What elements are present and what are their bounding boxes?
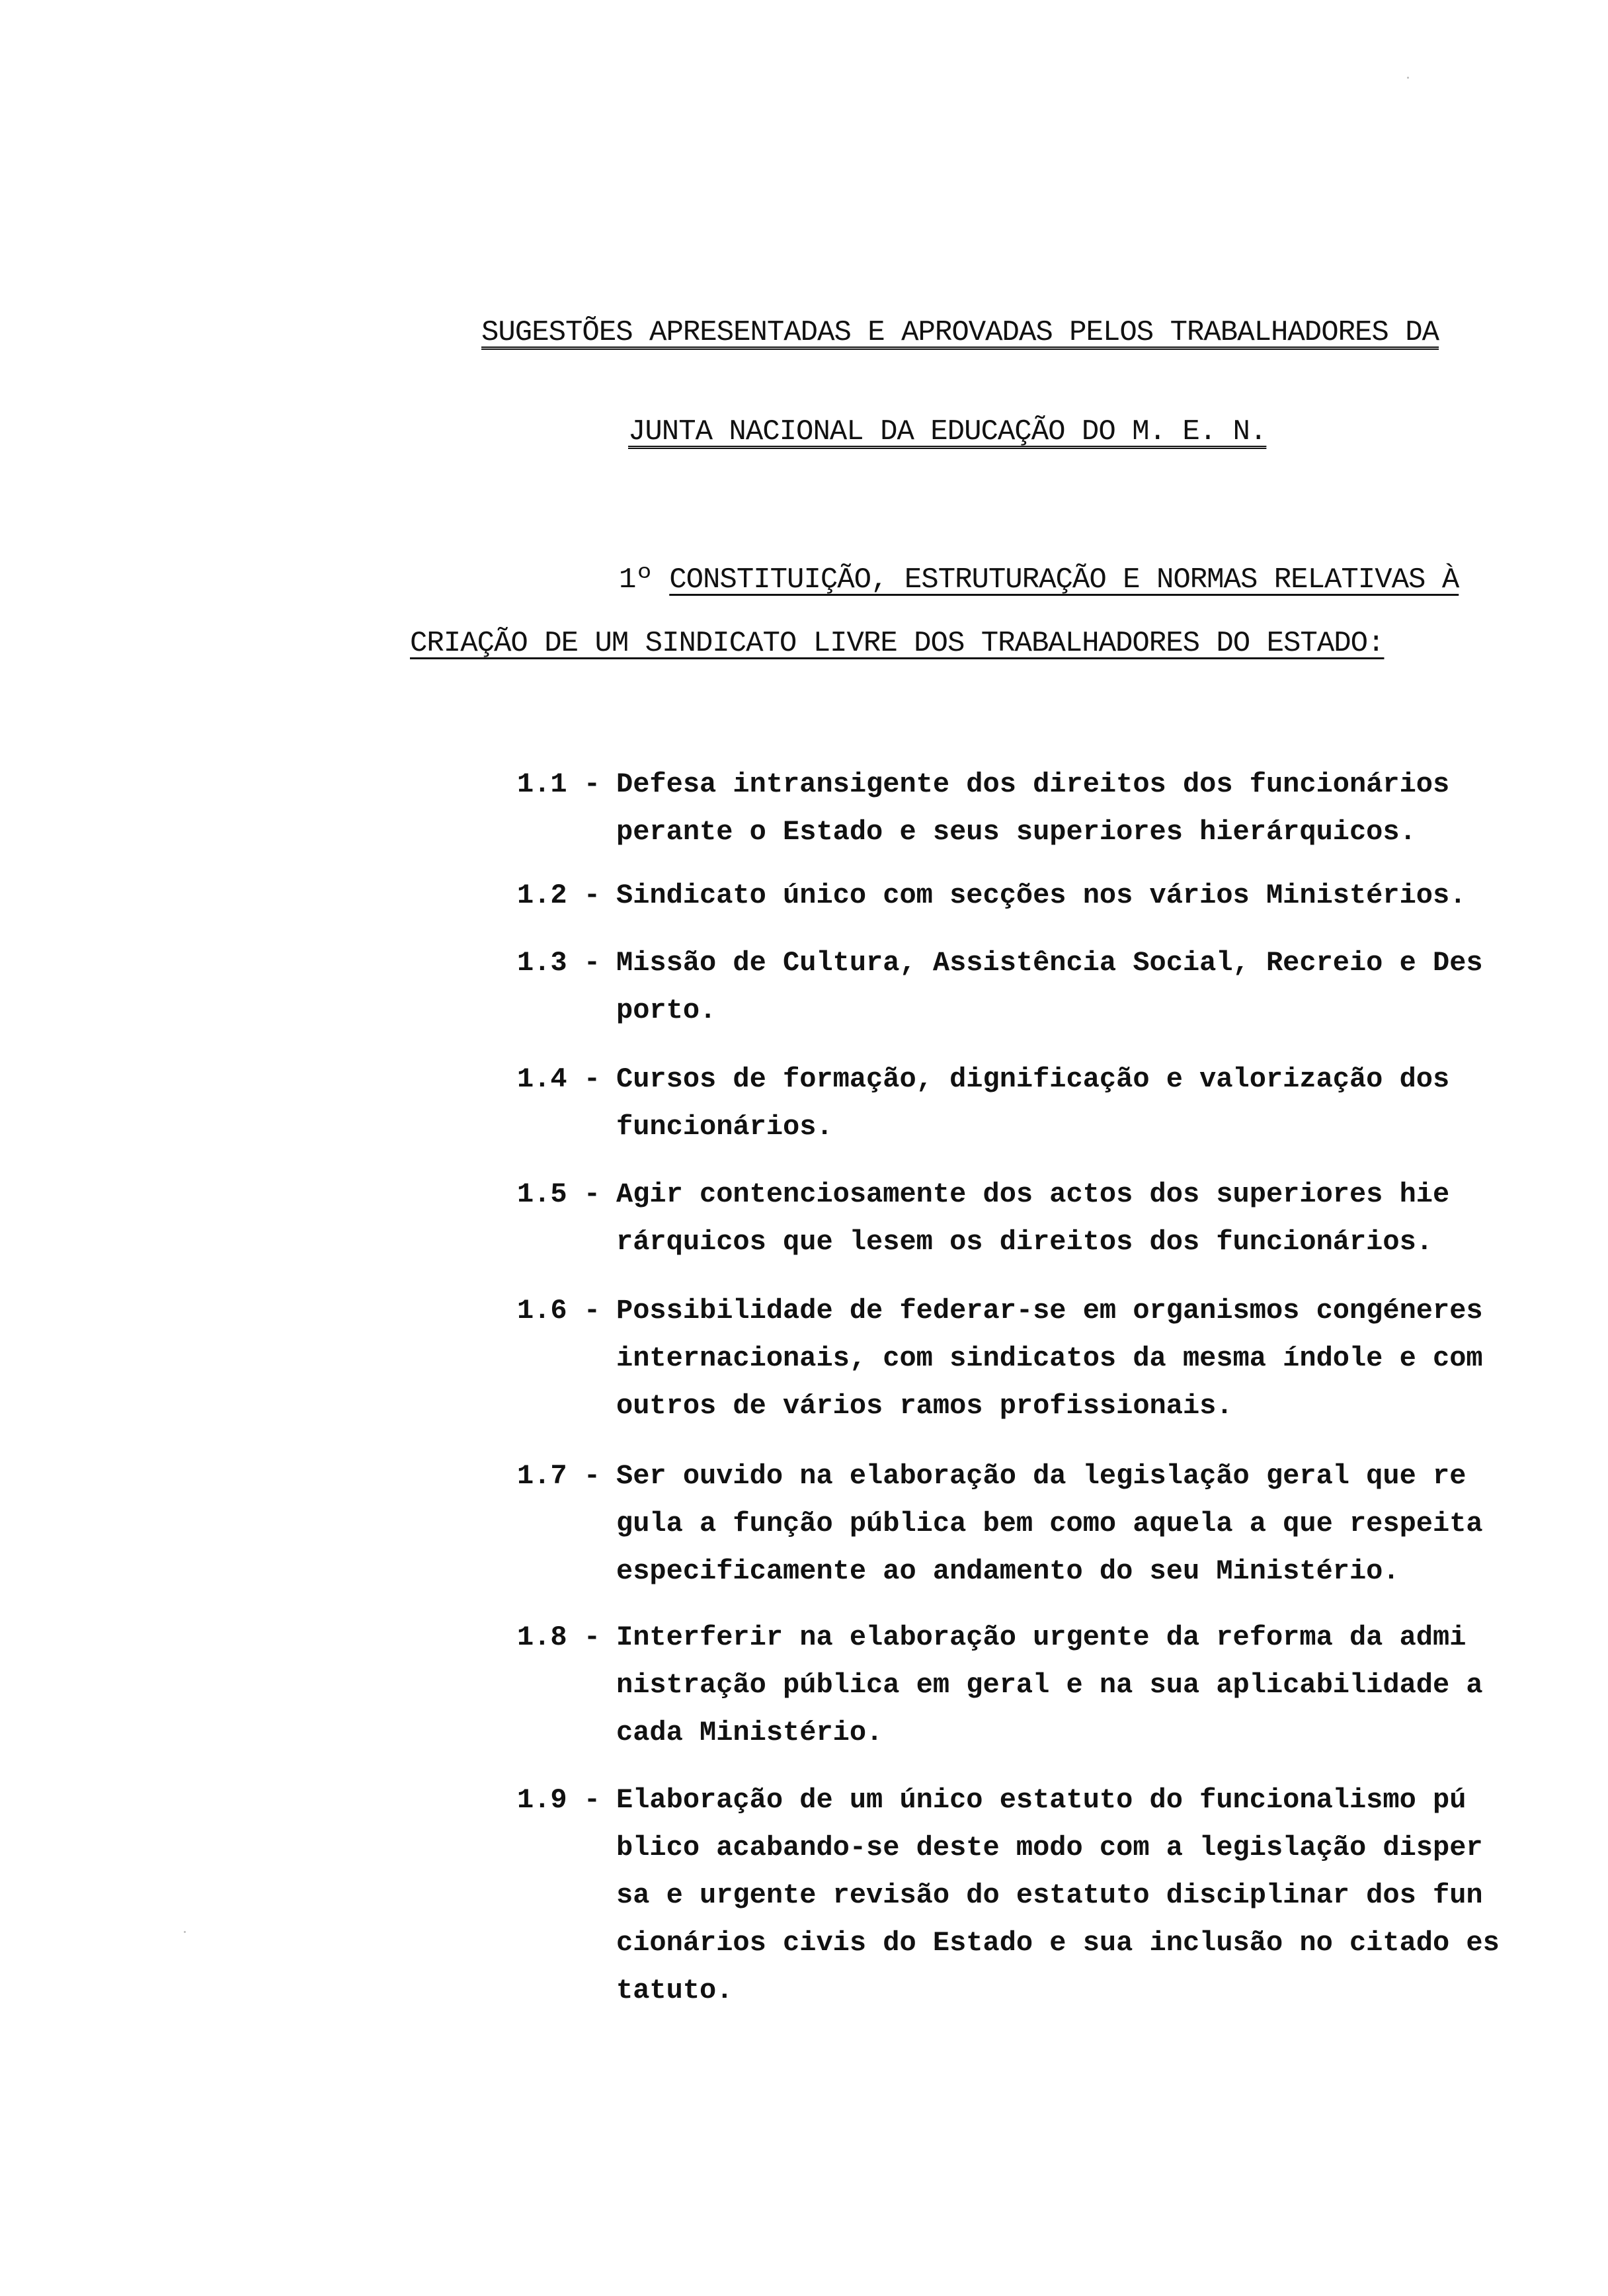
scan-speck — [184, 1931, 186, 1933]
item-line: blico acabando-se deste modo com a legislação disper — [616, 1832, 1483, 1864]
item-line: rárquicos que lesem os direitos dos funcionários. — [616, 1226, 1433, 1258]
item-text — [616, 1287, 1482, 1430]
item-line: perante o Estado e seus superiores hierárquicos. — [616, 816, 1416, 848]
item-line: gula a função pública bem como aquela a que respeita — [616, 1508, 1483, 1539]
item-line: Agir contenciosamente dos actos dos superiores hie — [616, 1178, 1450, 1210]
item-line: sa e urgente revisão do estatuto disciplinar dos fun — [616, 1879, 1483, 1911]
item-line: cionários civis do Estado e sua inclusão no citado es — [616, 1927, 1500, 1959]
item-line: Cursos de formação, dignificação e valorização dos — [616, 1063, 1450, 1095]
item-text — [616, 1614, 1482, 1756]
item-number: 1.4 - — [517, 1063, 601, 1095]
item-line: Possibilidade de federar-se em organismos congéneres — [616, 1295, 1483, 1327]
item-number: 1.7 - — [517, 1460, 601, 1492]
item-text — [616, 1055, 1482, 1151]
item-number: 1.6 - — [517, 1295, 601, 1327]
item-line: Missão de Cultura, Assistência Social, Recreio e Des — [616, 947, 1483, 979]
item-line: funcionários. — [616, 1111, 833, 1143]
item-text — [616, 760, 1482, 856]
section-heading-line-2: CRIAÇÃO DE UM SINDICATO LIVRE DOS TRABALHADORES DO ESTADO: — [410, 627, 1385, 660]
item-text — [616, 939, 1482, 1034]
item-line: Interferir na elaboração urgente da reforma da admi — [616, 1621, 1467, 1653]
document-title-line-2: JUNTA NACIONAL DA EDUCAÇÃO DO M. E. N. — [628, 415, 1267, 448]
section-heading-line-1 — [619, 563, 1459, 596]
item-line: tatuto. — [616, 1975, 733, 2006]
item-number: 1.1 - — [517, 768, 601, 800]
section-number: 1º — [619, 563, 670, 596]
item-text — [616, 1776, 1500, 2014]
item-line: outros de vários ramos profissionais. — [616, 1390, 1233, 1422]
scan-speck — [1407, 77, 1409, 79]
item-number: 1.9 - — [517, 1784, 601, 1816]
item-line: nistração pública em geral e na sua aplicabilidade a — [616, 1669, 1483, 1701]
document-title-line-1: SUGESTÕES APRESENTADAS E APROVADAS PELOS TRABALHADORES DA — [481, 316, 1439, 349]
item-line: cada Ministério. — [616, 1717, 883, 1748]
item-line: porto. — [616, 995, 717, 1026]
item-line: Sindicato único com secções nos vários Ministérios. — [616, 880, 1467, 911]
item-text — [616, 872, 1482, 919]
item-line: Defesa intransigente dos direitos dos funcionários — [616, 768, 1450, 800]
item-text — [616, 1170, 1482, 1266]
item-line: Elaboração de um único estatuto do funcionalismo pú — [616, 1784, 1467, 1816]
item-number: 1.8 - — [517, 1621, 601, 1653]
item-line: internacionais, com sindicatos da mesma índole e com — [616, 1342, 1483, 1374]
item-number: 1.5 - — [517, 1178, 601, 1210]
item-number: 1.3 - — [517, 947, 601, 979]
item-number: 1.2 - — [517, 880, 601, 911]
item-text — [616, 1452, 1482, 1595]
section-heading-text-1: CONSTITUIÇÃO, ESTRUTURAÇÃO E NORMAS RELATIVAS À — [669, 563, 1459, 596]
item-line: especificamente ao andamento do seu Ministério. — [616, 1555, 1400, 1587]
item-line: Ser ouvido na elaboração da legislação geral que re — [616, 1460, 1467, 1492]
